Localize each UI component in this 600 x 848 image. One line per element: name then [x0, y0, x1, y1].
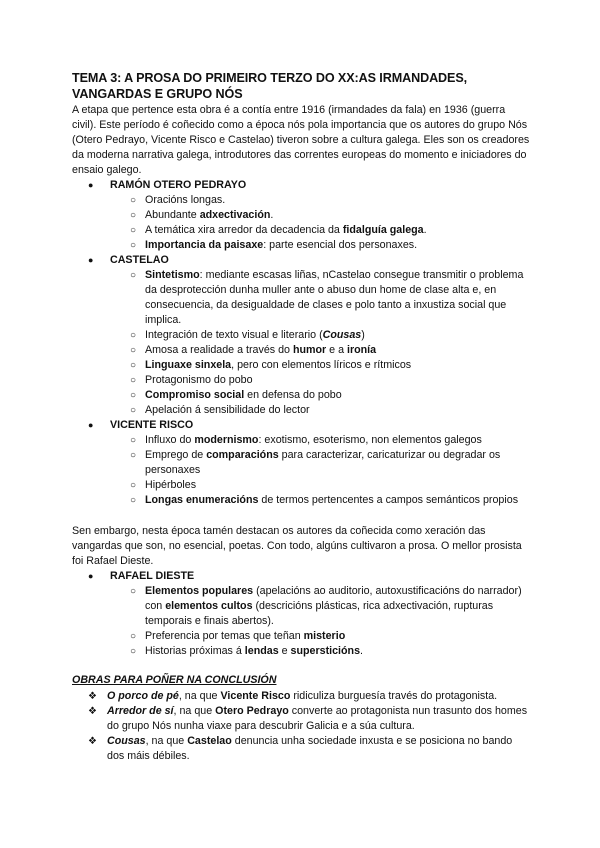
item-bold: misterio [303, 630, 346, 642]
bullet-disc-icon: ● [88, 255, 94, 265]
item-bold: fidalguía galega [342, 224, 424, 236]
item-bold: elementos cultos [165, 600, 253, 612]
work-title: O porco de pé [107, 690, 179, 702]
item-bold-italic: Cousas [322, 329, 362, 341]
list-item [72, 253, 530, 418]
list-item [110, 644, 530, 659]
diamond-bullet-icon: ❖ [88, 691, 97, 702]
item-text: , pero con elementos líricos e rítmicos [231, 359, 412, 371]
work-title: Arredor de sí [107, 705, 174, 717]
item-text: Amosa a realidade a través do [145, 344, 293, 356]
list-item [110, 343, 530, 358]
sublist [110, 268, 530, 418]
item-text: , na que [145, 735, 188, 747]
list-item [110, 584, 530, 629]
list-item [110, 238, 530, 253]
section-heading: OBRAS PARA POÑER NA CONCLUSIÓN [72, 674, 277, 686]
item-text: Emprego de [145, 449, 207, 461]
list-item [110, 373, 530, 388]
list-item [72, 734, 530, 764]
list-item [72, 689, 530, 704]
bullet-circle-icon: ○ [130, 435, 137, 446]
bullet-circle-icon: ○ [130, 646, 137, 657]
item-text: converte ao protagonista nun trasunto dos homes do grupo Nós nunha viaxe para descubrir Galicia e a súa cultura. [107, 705, 528, 732]
list-item [110, 208, 530, 223]
bullet-circle-icon: ○ [130, 405, 137, 416]
item-text: para caracterizar, caricaturizar ou degradar os personaxes [145, 449, 501, 476]
works-list [72, 689, 530, 764]
item-text: , na que [173, 705, 216, 717]
item-text: : parte esencial dos personaxes. [263, 239, 418, 251]
item-bold: Linguaxe sinxela [145, 359, 232, 371]
bullet-disc-icon: ● [88, 180, 94, 190]
bullet-circle-icon: ○ [130, 195, 137, 206]
intro-paragraph: A etapa que pertence esta obra é a contía entre 1916 (irmandades da fala) en 1936 (guerra civil). Este período é coñecido como a época nós pola importancia que os autores do grupo Nós (Otero Pedrayo, Vicente Risco e Castelao) tiveron sobre a cultura galega. Eles son os creadores da moderna narrativa galega, introdutores das correntes europeas do momento e iniciadores do ensaio galego. [72, 104, 530, 176]
item-text: en defensa do pobo [244, 389, 342, 401]
item-text: Hipérboles [145, 479, 197, 491]
list-item [110, 268, 530, 328]
list-item [72, 704, 530, 734]
authors-list-1 [72, 178, 530, 508]
author-heading: RAMÓN OTERO PEDRAYO [110, 179, 247, 191]
item-text: (descricións plásticas, rica adxectivación, rupturas temporais e finais abertos). [145, 600, 494, 627]
list-item [110, 629, 530, 644]
author-heading: CASTELAO [110, 254, 169, 266]
item-text: A temática xira arredor da decadencia da [145, 224, 343, 236]
bullet-circle-icon: ○ [130, 390, 137, 401]
page-title: TEMA 3: A PROSA DO PRIMEIRO TERZO DO XX:AS IRMANDADES, VANGARDAS E GRUPO NÓS [72, 71, 468, 101]
bullet-circle-icon: ○ [130, 240, 137, 251]
bullet-circle-icon: ○ [130, 631, 137, 642]
bullet-circle-icon: ○ [130, 360, 137, 371]
sublist [110, 433, 530, 508]
item-bold: adxectivación [199, 209, 271, 221]
item-bold: Compromiso social [145, 389, 245, 401]
item-text: e a [326, 344, 347, 356]
list-item [110, 493, 530, 508]
list-item [110, 388, 530, 403]
item-bold: Sintetismo [145, 269, 200, 281]
item-text: Abundante [145, 209, 200, 221]
diamond-bullet-icon: ❖ [88, 736, 97, 747]
item-text: : exotismo, esoterismo, non elementos galegos [258, 434, 482, 446]
list-item [110, 193, 530, 208]
list-item [72, 418, 530, 508]
bullet-circle-icon: ○ [130, 330, 137, 341]
item-text: denuncia unha sociedade inxusta e se posiciona no bando dos máis débiles. [107, 735, 513, 762]
item-bold: supersticións [290, 645, 361, 657]
list-item [110, 358, 530, 373]
list-item [110, 403, 530, 418]
item-text: ridiculiza burguesía través do protagonista. [290, 690, 498, 702]
bullet-circle-icon: ○ [130, 375, 137, 386]
item-text: , na que [178, 690, 221, 702]
list-item [110, 448, 530, 478]
work-title: Cousas [107, 735, 146, 747]
spacer [72, 508, 530, 523]
item-bold: modernismo [194, 434, 259, 446]
item-bold: Importancia da paisaxe [145, 239, 264, 251]
bullet-circle-icon: ○ [130, 270, 137, 281]
bullet-disc-icon: ● [88, 571, 94, 581]
list-item [110, 223, 530, 238]
item-text: Apelación á sensibilidade do lector [145, 404, 310, 416]
item-text: (apelacións ao auditorio, autoxustificacións do narrador) con [145, 585, 522, 612]
item-bold: Elementos populares [145, 585, 254, 597]
item-text: : mediante escasas liñas, nCastelao consegue transmitir o problema da desprotección dunha muller ante o abuso dun home de clase alta e, en consecuencia, da desigualdade de clases e polo tanto a inxustiza social que implica. [145, 269, 524, 326]
diamond-bullet-icon: ❖ [88, 706, 97, 717]
item-text: Integración de texto visual e literario ( [145, 329, 323, 341]
bullet-circle-icon: ○ [130, 450, 137, 461]
list-item [110, 328, 530, 343]
bullet-circle-icon: ○ [130, 586, 137, 597]
list-item [110, 433, 530, 448]
author-heading: VICENTE RISCO [110, 419, 194, 431]
list-item [110, 478, 530, 493]
item-bold: comparacións [206, 449, 279, 461]
bullet-circle-icon: ○ [130, 210, 137, 221]
item-bold: Otero Pedrayo [215, 705, 289, 717]
item-text: Historias próximas á [145, 645, 245, 657]
item-bold: ironía [346, 344, 377, 356]
item-text: de termos pertencentes a campos semánticos propios [258, 494, 519, 506]
bullet-circle-icon: ○ [130, 480, 137, 491]
sublist [110, 193, 530, 253]
item-text: Preferencia por temas que teñan [145, 630, 304, 642]
item-text: . [360, 645, 364, 657]
sublist [110, 584, 530, 659]
document-page [72, 70, 530, 764]
item-text: ) [361, 329, 365, 341]
bullet-circle-icon: ○ [130, 495, 137, 506]
item-text: e [278, 645, 291, 657]
bullet-circle-icon: ○ [130, 345, 137, 356]
item-text: Influxo do [145, 434, 195, 446]
vanguard-paragraph: Sen embargo, nesta época tamén destacan os autores da coñecida como xeración das vangardas que son, no esencial, poetas. Con todo, algúns cultivaron a prosa. O mellor prosista foi Rafael Dieste. [72, 525, 522, 567]
item-bold: Castelao [187, 735, 232, 747]
authors-list-2 [72, 569, 530, 659]
item-bold: Vicente Risco [220, 690, 291, 702]
item-bold: Longas enumeracións [145, 494, 259, 506]
item-text: Protagonismo do pobo [145, 374, 253, 386]
bullet-disc-icon: ● [88, 420, 94, 430]
author-heading: RAFAEL DIESTE [110, 570, 195, 582]
item-text: . [270, 209, 274, 221]
item-bold: humor [292, 344, 327, 356]
item-bold: lendas [244, 645, 279, 657]
list-item [72, 569, 530, 659]
item-text: . [423, 224, 427, 236]
bullet-circle-icon: ○ [130, 225, 137, 236]
list-item [72, 178, 530, 253]
item-text: Oracións longas. [145, 194, 226, 206]
